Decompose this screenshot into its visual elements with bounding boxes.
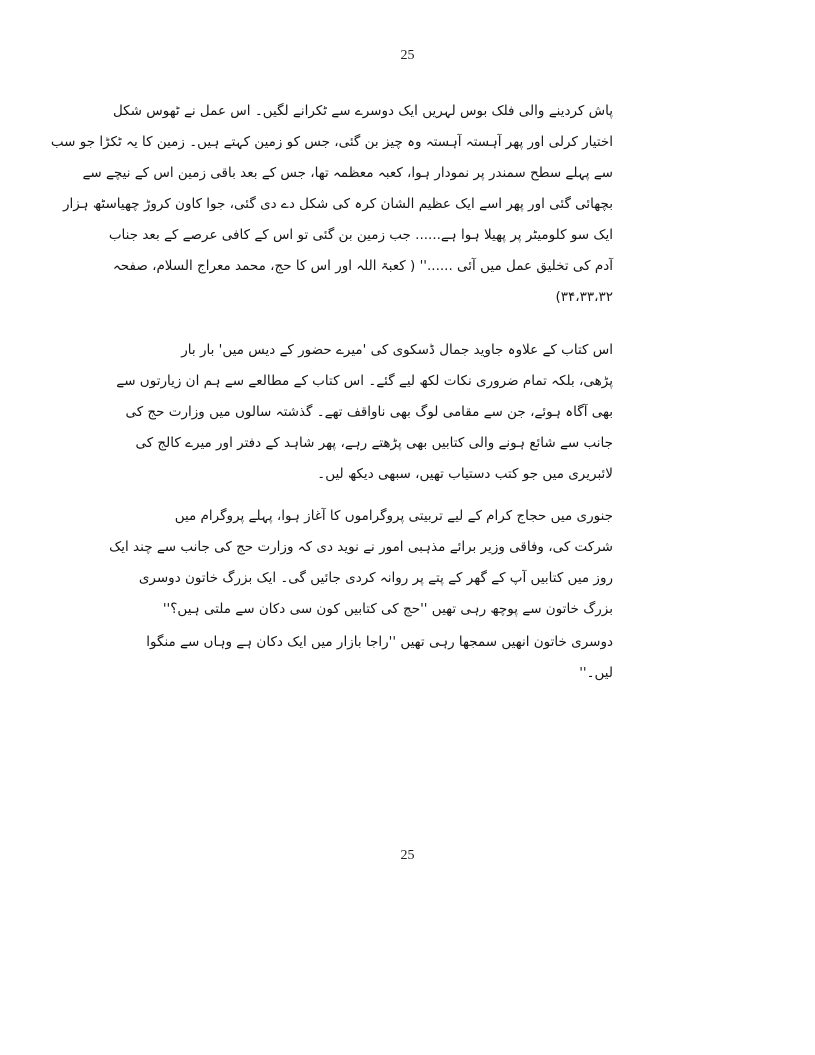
text-line: لائبریری میں جو کتب دستیاب تھیں، سبھی دیکھ لیں۔: [317, 466, 613, 482]
text-line: بھی آگاہ ہوئے، جن سے مقامی لوگ بھی ناواقف تھے۔ گذشتہ سالوں میں وزارت حج کی: [125, 404, 613, 420]
text-line: پاش کردینے والی فلک بوس لہریں ایک دوسرے سے ٹکرانے لگیں۔ اس عمل نے ٹھوس شکل: [112, 103, 613, 119]
text-line: جنوری میں حجاج کرام کے لیے تربیتی پروگراموں کا آغاز ہوا، پہلے پروگرام میں: [174, 508, 613, 524]
text-line: جانب سے شائع ہونے والی کتابیں بھی پڑھتے رہے، پھر شاہد کے دفتر اور میرے کالج کی: [135, 435, 613, 451]
text-line: ۳۴،۳۳،۳۲): [555, 289, 613, 305]
text-line: ایک سو کلومیٹر پر پھیلا ہوا ہے...... جب زمین بن گئی تو اس کے کافی عرصے کے بعد جناب: [108, 227, 613, 243]
text-line: پڑھی، بلکہ تمام ضروری نکات لکھ لیے گئے۔ اس کتاب کے مطالعے سے ہم ان زیارتوں سے: [116, 373, 613, 389]
paragraph-1: [50, 96, 613, 313]
text-line: روز میں کتابیں آپ کے گھر کے پتے پر روانہ کردی جائیں گی۔ ایک بزرگ خاتون دوسری: [138, 570, 613, 586]
text-line: شرکت کی، وفاقی وزیر برائے مذہبی امور نے نوید دی کہ وزارت حج کی جانب سے چند ایک: [109, 539, 613, 555]
text-line: بزرگ خاتون سے پوچھ رہی تھیں ''حج کی کتابیں کون سی دکان سے ملتی ہیں؟'': [162, 601, 613, 617]
page-number-bottom: 25: [400, 848, 415, 863]
text-line: آدم کی تخلیق عمل میں آئی ......'' ( کعبۃ اللہ اور اس کا حج، محمد معراج السلام، صفحہ: [112, 258, 613, 274]
text-line: اس کتاب کے علاوہ جاوید جمال ڈسکوی کی 'میرے حضور کے دیس میں' بار بار: [181, 342, 613, 358]
text-line: دوسری خاتون انھیں سمجھا رہی تھیں ''راجا بازار میں ایک دکان ہے وہاں سے منگوا: [146, 634, 613, 650]
text-line: سے پہلے سطح سمندر پر نمودار ہوا، کعبہ معظمہ تھا، جس کے بعد باقی زمین اس کے نیچے سے: [82, 165, 613, 181]
text-line: بچھائی گئی اور پھر اسے ایک عظیم الشان کرہ کی شکل دے دی گئی، جوا کاون کروڑ چھیاسٹھ ہزار: [62, 196, 613, 212]
page-number-top: 25: [400, 48, 415, 63]
text-line: لیں۔'': [579, 665, 613, 681]
text-line: اختیار کرلی اور پھر آہستہ آہستہ وہ چیز بن گئی، جس کو زمین کہتے ہیں۔ زمین کا یہ ٹکڑا جو سب: [50, 134, 613, 150]
paragraph-3: [109, 501, 613, 625]
paragraph-4: [146, 627, 613, 689]
paragraph-2: [116, 335, 613, 490]
